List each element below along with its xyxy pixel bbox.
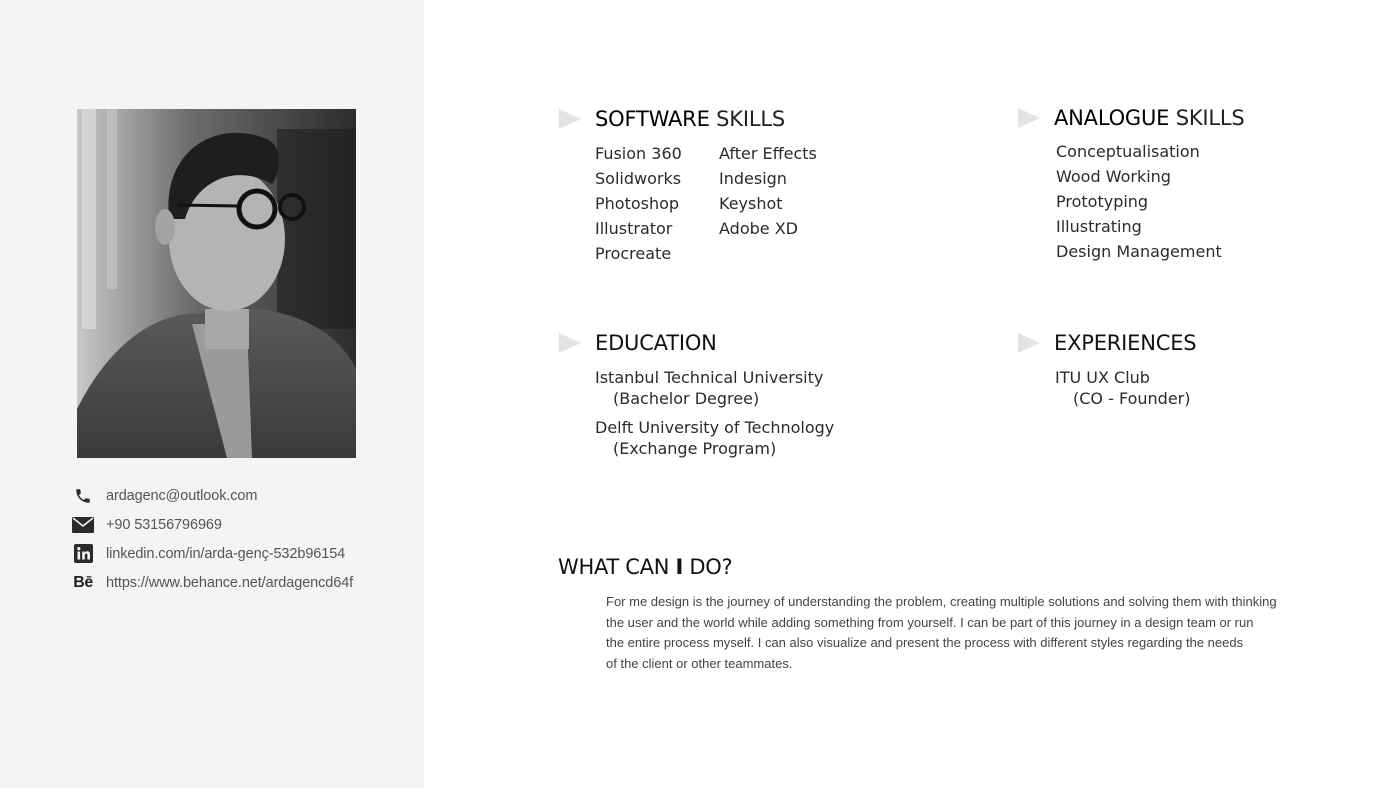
skill-item: Wood Working	[1056, 167, 1171, 186]
education-entry	[595, 367, 834, 409]
skill-item: Solidworks	[595, 169, 682, 188]
body-line: the user and the world while adding something from yourself. I can be part of this journey in a design team or run	[606, 614, 1254, 630]
title-i: I	[675, 555, 684, 579]
skill-item: Design Management	[1056, 242, 1222, 261]
sidebar	[0, 0, 424, 788]
school-name: Istanbul Technical University	[595, 368, 824, 387]
experiences-list	[1055, 367, 1190, 409]
school-name: Delft University of Technology	[595, 418, 835, 437]
education-section	[559, 331, 835, 458]
analogue-skills-title	[1054, 106, 1245, 130]
behance-icon	[72, 573, 94, 593]
title-light: SKILLS	[1175, 106, 1245, 130]
software-skills-columns	[595, 141, 843, 266]
software-skills-title	[595, 107, 785, 131]
behance-glyph: Bē	[73, 573, 93, 591]
what-can-i-do-title	[558, 555, 732, 579]
software-skills-section	[559, 107, 817, 263]
experience-org: ITU UX Club	[1055, 368, 1150, 387]
mail-icon	[72, 515, 94, 535]
skill-item: Adobe XD	[719, 219, 798, 238]
skill-item: Keyshot	[719, 194, 783, 213]
contact-row-behance[interactable]	[72, 568, 353, 597]
contact-behance[interactable]: https://www.behance.net/ardagencd64f	[106, 574, 354, 591]
arrow-icon	[1018, 108, 1040, 128]
skill-item: Indesign	[719, 169, 787, 188]
contact-linkedin[interactable]: linkedin.com/in/arda-genç-532b96154	[106, 545, 346, 562]
contact-email[interactable]: ardagenc@outlook.com	[106, 487, 258, 504]
software-skills-header	[559, 107, 785, 131]
contact-phone[interactable]: +90 53156796969	[106, 516, 222, 533]
arrow-icon	[559, 109, 581, 129]
education-header	[559, 331, 717, 355]
profile-photo	[77, 109, 356, 458]
contact-list	[72, 481, 353, 597]
analogue-skills-list	[1056, 139, 1222, 264]
body-line: For me design is the journey of understanding the problem, creating multiple solutions and solving them with thinking	[606, 594, 1277, 609]
title-pre: WHAT CAN	[558, 555, 676, 579]
school-detail: (Exchange Program)	[613, 439, 777, 458]
software-skills-col-2	[719, 141, 843, 266]
linkedin-icon	[72, 544, 94, 564]
school-detail: (Bachelor Degree)	[613, 389, 760, 408]
experiences-header	[1018, 331, 1196, 355]
experiences-section	[1018, 331, 1197, 408]
skill-item: After Effects	[719, 144, 817, 163]
education-list	[595, 367, 834, 467]
software-skills-col-1	[595, 141, 719, 266]
arrow-icon	[1018, 333, 1040, 353]
body-line: the entire process myself. I can also visualize and present the process with different styles regarding the needs	[606, 635, 1244, 651]
what-can-i-do-body	[606, 592, 1286, 675]
title-post: DO?	[683, 555, 733, 579]
phone-icon	[72, 486, 94, 506]
skill-item: Illustrating	[1056, 217, 1142, 236]
skill-item: Procreate	[595, 244, 672, 263]
contact-row-phone[interactable]	[72, 510, 353, 539]
experiences-title: EXPERIENCES	[1054, 331, 1197, 355]
skill-item: Photoshop	[595, 194, 680, 213]
title-strong: ANALOGUE	[1054, 106, 1170, 130]
title-light: SKILLS	[716, 107, 785, 131]
arrow-icon	[559, 333, 581, 353]
body-line: of the client or other teammates.	[606, 656, 793, 672]
analogue-skills-section	[1018, 106, 1245, 261]
skill-item: Prototyping	[1056, 192, 1149, 211]
experience-role: (CO - Founder)	[1073, 389, 1191, 408]
contact-row-email[interactable]	[72, 481, 353, 510]
education-title: EDUCATION	[595, 331, 717, 355]
portrait-image	[77, 109, 356, 458]
contact-row-linkedin[interactable]	[72, 539, 353, 568]
skill-item: Fusion 360	[595, 144, 682, 163]
skill-item: Illustrator	[595, 219, 673, 238]
analogue-skills-header	[1018, 106, 1245, 130]
education-entry	[595, 417, 834, 459]
skill-item: Conceptualisation	[1056, 142, 1200, 161]
title-strong: SOFTWARE	[595, 107, 710, 131]
